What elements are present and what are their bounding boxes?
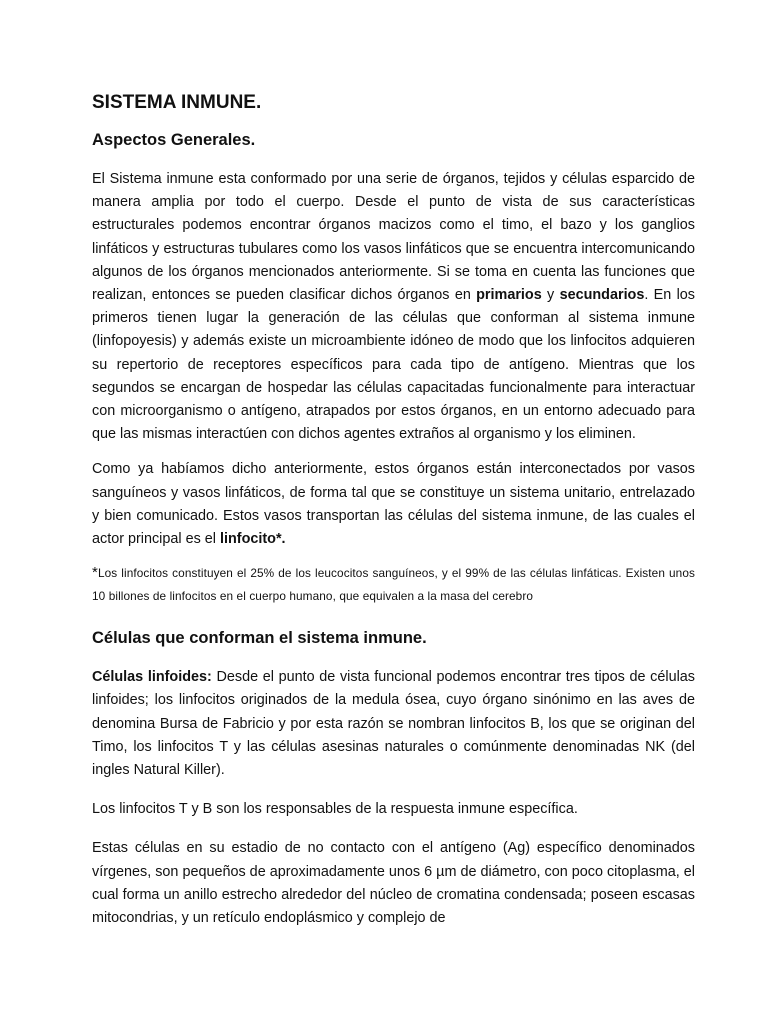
paragraph-linfocitos-t-b: Los linfocitos T y B son los responsables de la respuesta inmune específica. — [92, 801, 578, 818]
section-heading-aspectos-generales: Aspectos Generales. — [92, 131, 256, 149]
paragraph-text: . En los primeros tienen lugar la generación de las células que conforman al sistema inmune (linfopoyesis) y además existe un microambiente idóneo de modo que los linfocitos adquieren su repertorio de receptores específicos para cada tipo de antígeno. Mientras que los segundos se encargan de hospedar las células capacitadas funcionalmente para interactuar con microorganismo o antígeno, atrapados por estos órganos, en un entorno adecuado para que las mismas interactúen con dichos agentes extraños al organismo y los eliminen. — [92, 287, 695, 443]
paragraph-text: El Sistema inmune esta conformado por una serie de órganos, tejidos y células esparcido de manera amplia por todo el cuerpo. Desde el punto de vista de sus características estructurales podemos encontrar órganos macizos como el timo, el bazo y los ganglios linfáticos y estructuras tubulares como los vasos linfáticos que se encuentra intercomunicando algunos de los órganos mencionados anteriormente. Si se toma en cuenta las funciones que realizan, entonces se pueden clasificar dichos órganos en — [92, 171, 695, 304]
document-title: SISTEMA INMUNE. — [92, 92, 262, 113]
paragraph-vasos — [92, 458, 695, 551]
section-heading-celulas: Células que conforman el sistema inmune. — [92, 629, 427, 648]
paragraph-celulas-linfoides — [92, 666, 695, 782]
bold-term-linfocito: linfocito*. — [219, 531, 286, 548]
bold-term-primarios: primarios — [476, 287, 542, 304]
paragraph-text: Como ya habíamos dicho anteriormente, estos órganos están interconectados por vasos sanguíneos y vasos linfáticos, de forma tal que se constituye un sistema unitario, entrelazado y bien comunicado. Estos vasos transportan las células del sistema inmune, de las cuales el actor principal es el — [92, 461, 695, 548]
bold-term-secundarios: secundarios — [559, 287, 645, 304]
document-body — [92, 92, 695, 930]
footnote-text: Los linfocitos constituyen el 25% de los leucocitos sanguíneos, y el 99% de las células linfáticas. Existen unos 10 billones de linfocitos en el cuerpo humano, que equivalen a la masa del cerebro — [92, 566, 695, 604]
paragraph-estas-celulas: Estas células en su estadio de no contacto con el antígeno (Ag) específico denominados vírgenes, son pequeños de aproximadamente unos 6 µm de diámetro, con poco citoplasma, el cual forma un anillo estrecho alrededor del núcleo de cromatina condensada; poseen escasas mitocondrias, y un retículo endoplásmico y complejo de — [92, 840, 695, 927]
paragraph-text: Desde el punto de vista funcional podemos encontrar tres tipos de células linfoides; los linfocitos originados de la medula ósea, cuyo órgano sinónimo en las aves de denomina Bursa de Fabricio y por esta razón se nombran linfocitos B, los que se originan del Timo, los linfocitos T y las células asesinas naturales o comúnmente denominadas NK (del ingles Natural Killer). — [92, 669, 695, 779]
paragraph-text: y — [541, 287, 560, 304]
paragraph-sistema-inmune-intro — [92, 168, 695, 446]
footnote-marker: * — [92, 564, 98, 582]
bold-term-celulas-linfoides: Células linfoides: — [92, 669, 212, 686]
footnote — [92, 561, 695, 608]
